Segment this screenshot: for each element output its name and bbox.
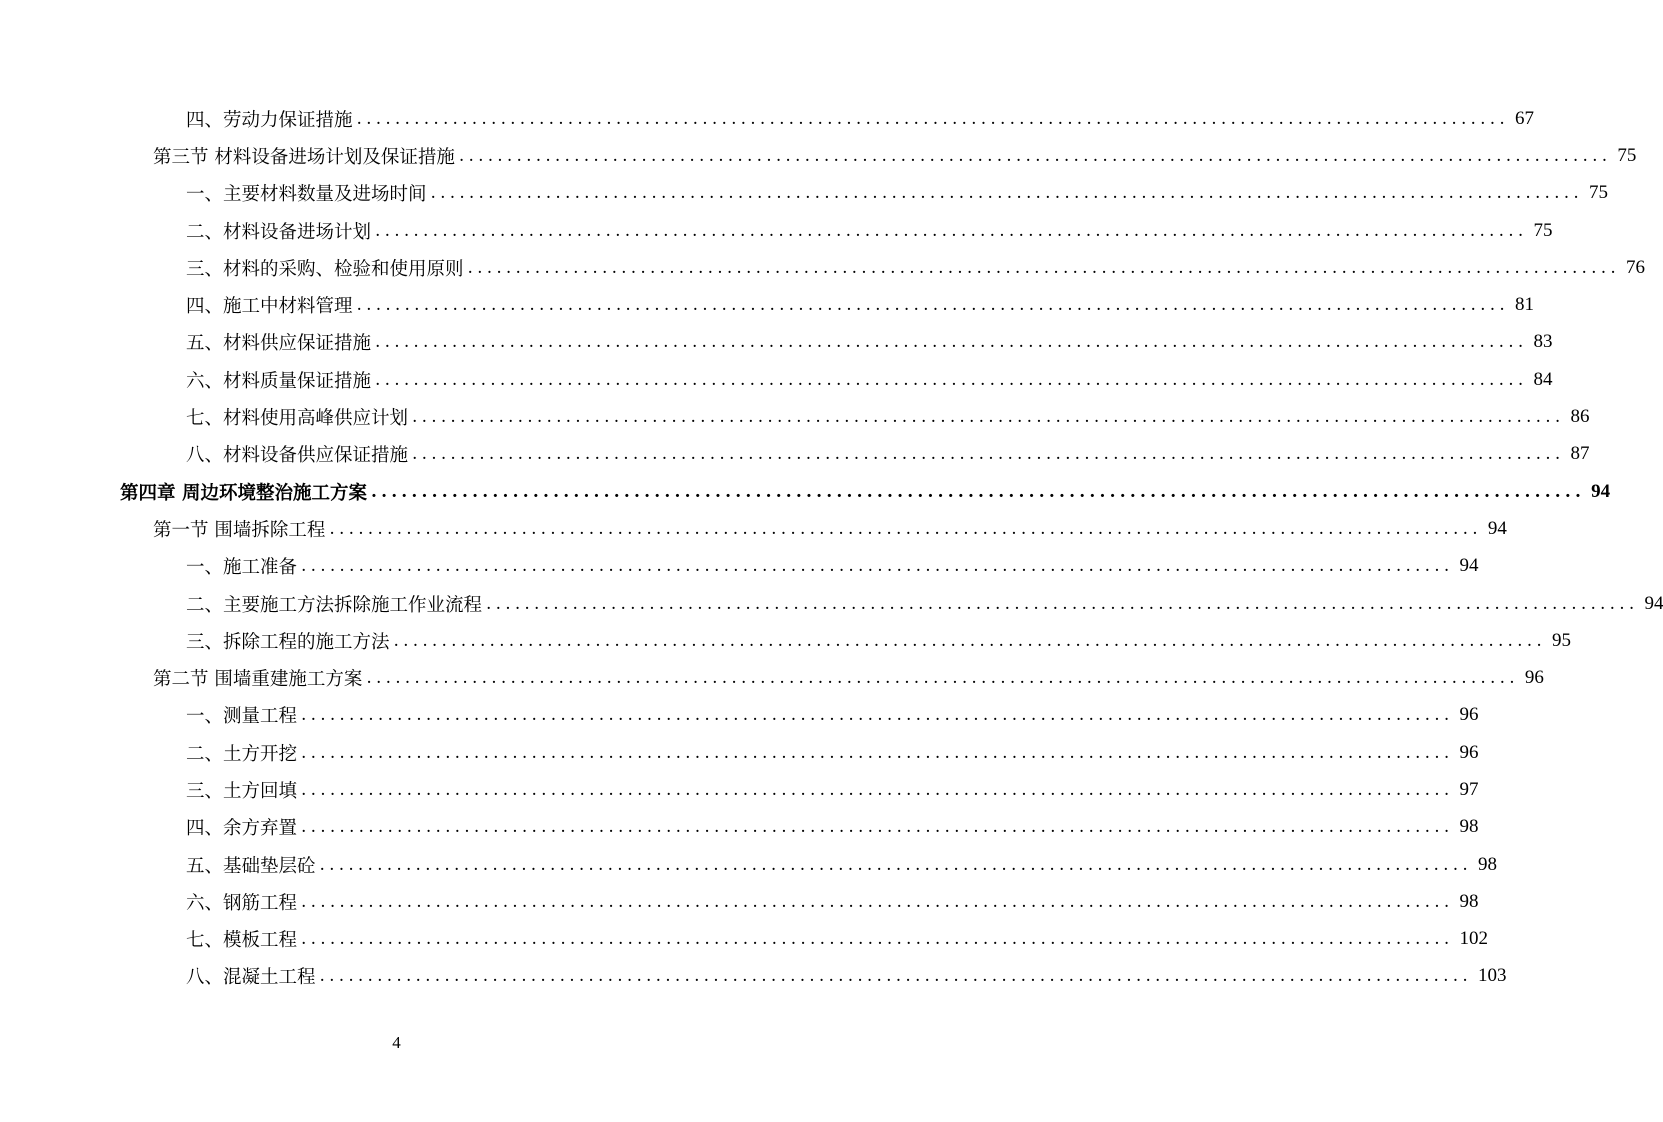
toc-entry-title: 一、主要材料数量及进场时间: [186, 184, 427, 206]
toc-entry[interactable]: [0, 324, 1553, 361]
toc-entry[interactable]: [0, 510, 1507, 547]
toc-dot-leader: ........................................................................................................................: [486, 593, 1639, 614]
toc-entry[interactable]: [0, 249, 1645, 286]
toc-entry-title: 六、钢筋工程: [186, 892, 298, 914]
toc-entry-page: 81: [1514, 294, 1534, 316]
toc-entry-title: 第一节 围墙拆除工程: [153, 519, 326, 541]
toc-entry-title: 第三节 材料设备进场计划及保证措施: [153, 146, 455, 168]
toc-dot-leader: ........................................................................................................................: [375, 220, 1528, 241]
toc-entry[interactable]: [0, 548, 1479, 585]
toc-entry-title: 第二节 围墙重建施工方案: [153, 669, 363, 691]
toc-entry[interactable]: [0, 921, 1488, 958]
toc-dot-leader: ........................................................................................................................: [430, 183, 1583, 204]
toc-entry-page: 98: [1477, 853, 1497, 875]
toc-dot-leader: ........................................................................................................................: [301, 891, 1454, 912]
toc-chapter-entry[interactable]: [0, 473, 1611, 510]
toc-dot-leader: ........................................................................................................................: [467, 257, 1620, 278]
toc-dot-leader: ........................................................................................................................: [366, 668, 1519, 689]
toc-entry-title: 六、材料质量保证措施: [186, 370, 372, 392]
toc-dot-leader: ........................................................................................................................: [301, 817, 1454, 838]
toc-entry[interactable]: [0, 286, 1534, 323]
toc-entry[interactable]: [0, 659, 1544, 696]
toc-entry-title: 四、余方弃置: [186, 818, 298, 840]
toc-entry-title: 一、施工准备: [186, 557, 298, 579]
toc-entry-page: 96: [1524, 667, 1544, 689]
toc-entry-page: 84: [1533, 368, 1553, 390]
toc-entry-title: 三、土方回填: [186, 780, 298, 802]
toc-dot-leader: ........................................................................................................................: [301, 929, 1454, 950]
toc-entry-page: 75: [1533, 219, 1553, 241]
toc-dot-leader: ........................................................................................................................: [412, 407, 1565, 428]
toc-entry-page: 75: [1617, 144, 1637, 166]
toc-entry-title: 五、基础垫层砼: [186, 855, 316, 877]
toc-entry[interactable]: [0, 622, 1571, 659]
toc-entry-title: 八、混凝土工程: [186, 967, 316, 989]
toc-entry[interactable]: [0, 175, 1608, 212]
toc-dot-leader: ........................................................................................................................: [301, 705, 1454, 726]
toc-dot-leader: ........................................................................................................................: [375, 332, 1528, 353]
toc-entry-page: 94: [1644, 592, 1663, 614]
toc-entry-title: 四、施工中材料管理: [186, 296, 353, 318]
toc-entry-page: 87: [1570, 443, 1590, 465]
toc-entry-page: 98: [1459, 816, 1479, 838]
toc-entry-page: 94: [1487, 517, 1507, 539]
page-number: 4: [392, 1033, 401, 1052]
toc-entry-title: 七、模板工程: [186, 930, 298, 952]
toc-entry-title: 三、材料的采购、检验和使用原则: [186, 258, 464, 280]
toc-dot-leader: ........................................................................................................................: [356, 295, 1509, 316]
toc-entry[interactable]: [0, 436, 1590, 473]
toc-entry[interactable]: [0, 212, 1553, 249]
toc-entry[interactable]: [0, 958, 1507, 995]
toc-entry-page: 102: [1459, 928, 1488, 950]
toc-dot-leader: ........................................................................................................................: [301, 779, 1454, 800]
toc-dot-leader: ........................................................................................................................: [301, 742, 1454, 763]
toc-dot-leader: ........................................................................................................................: [412, 444, 1565, 465]
table-of-contents: [0, 100, 1663, 995]
toc-entry-page: 98: [1459, 890, 1479, 912]
toc-entry[interactable]: [0, 697, 1479, 734]
toc-entry-page: 103: [1477, 965, 1507, 987]
toc-dot-leader: ........................................................................................................................: [301, 556, 1454, 577]
toc-dot-leader: ........................................................................................................................: [393, 630, 1546, 651]
toc-entry[interactable]: [0, 361, 1553, 398]
toc-entry-title: 七、材料使用高峰供应计划: [186, 408, 409, 430]
toc-entry-page: 83: [1533, 331, 1553, 353]
toc-entry-title: 一、测量工程: [186, 706, 298, 728]
toc-entry-page: 96: [1459, 704, 1479, 726]
toc-entry-page: 75: [1588, 182, 1608, 204]
toc-dot-leader: ........................................................................................................................: [356, 108, 1509, 129]
toc-entry-page: 97: [1459, 778, 1479, 800]
toc-dot-leader: ........................................................................................................................: [370, 481, 1586, 502]
toc-dot-leader: ........................................................................................................................: [375, 369, 1528, 390]
toc-entry-title: 二、主要施工方法拆除施工作业流程: [186, 594, 483, 616]
toc-entry-title: 四、劳动力保证措施: [186, 109, 353, 131]
toc-entry-title: 二、材料设备进场计划: [186, 221, 372, 243]
toc-dot-leader: ........................................................................................................................: [458, 145, 1612, 166]
toc-entry-page: 94: [1459, 555, 1479, 577]
toc-entry-title: 八、材料设备供应保证措施: [186, 445, 409, 467]
toc-entry[interactable]: [0, 734, 1479, 771]
toc-dot-leader: ........................................................................................................................: [329, 518, 1482, 539]
toc-entry[interactable]: [0, 100, 1534, 137]
toc-entry[interactable]: [0, 809, 1479, 846]
toc-entry[interactable]: [0, 883, 1479, 920]
toc-entry-page: 96: [1459, 741, 1479, 763]
toc-entry-page: 94: [1591, 480, 1611, 502]
toc-entry[interactable]: [0, 771, 1479, 808]
toc-entry-title: 五、材料供应保证措施: [186, 333, 372, 355]
toc-entry-title: 第四章 周边环境整治施工方案: [120, 482, 367, 504]
toc-dot-leader: ........................................................................................................................: [319, 966, 1472, 987]
toc-entry-title: 三、拆除工程的施工方法: [186, 631, 390, 653]
toc-entry[interactable]: [0, 585, 1663, 622]
toc-entry-page: 95: [1551, 629, 1571, 651]
toc-entry-page: 67: [1514, 107, 1534, 129]
toc-dot-leader: ........................................................................................................................: [319, 854, 1472, 875]
toc-entry-page: 86: [1570, 406, 1590, 428]
toc-entry[interactable]: [0, 137, 1637, 174]
toc-entry[interactable]: [0, 398, 1590, 435]
toc-entry[interactable]: [0, 846, 1497, 883]
toc-entry-page: 76: [1625, 256, 1645, 278]
toc-entry-title: 二、土方开挖: [186, 743, 298, 765]
